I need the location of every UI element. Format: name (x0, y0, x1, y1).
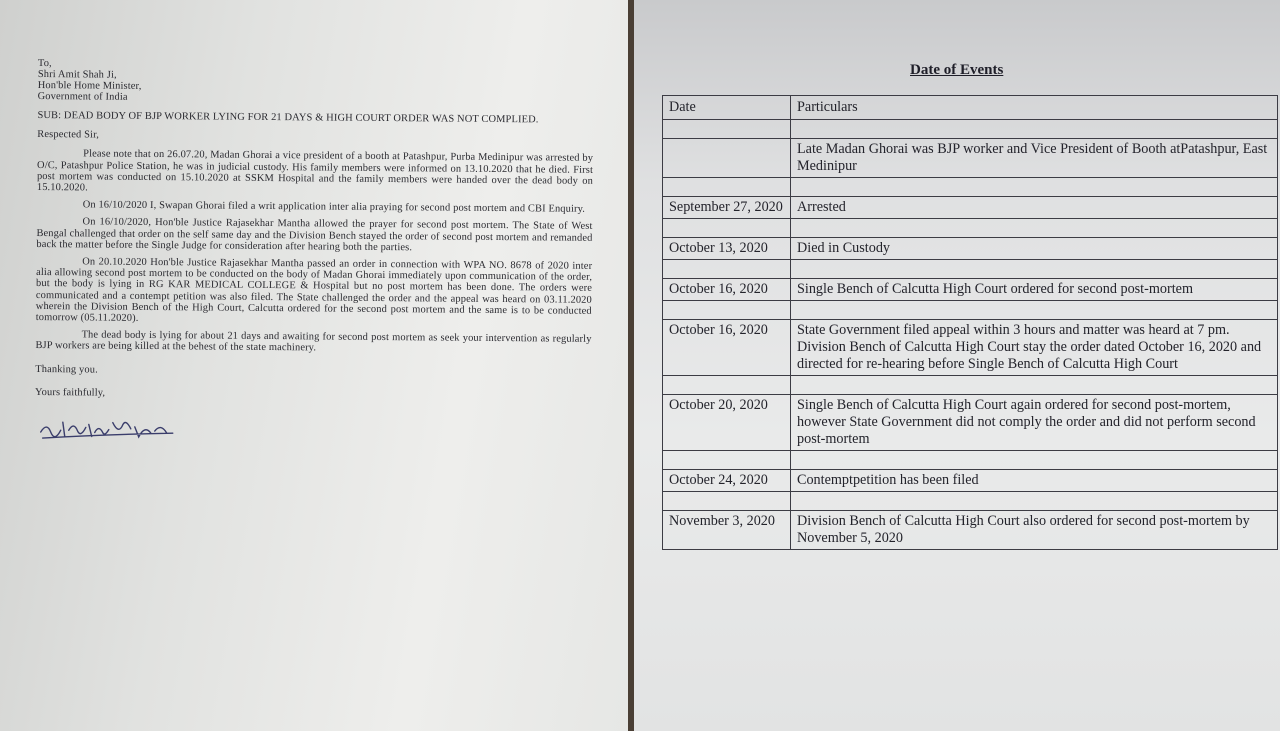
date-cell: September 27, 2020 (663, 197, 791, 219)
spacer-row (663, 120, 1278, 139)
handwritten-signature (35, 412, 185, 443)
particulars-cell: Contemptpetition has been filed (791, 470, 1278, 492)
particulars-cell: Division Bench of Calcutta High Court also ordered for second post-mortem by November 5, 2020 (791, 511, 1278, 550)
date-cell: October 16, 2020 (663, 320, 791, 376)
particulars-cell: Single Bench of Calcutta High Court ordered for second post-mortem (791, 279, 1278, 301)
spacer-row (663, 219, 1278, 238)
paragraph: On 16/10/2020 I, Swapan Ghorai filed a writ application inter alia praying for second post mortem and CBI Enquiry. (82, 199, 586, 215)
table-row (663, 470, 1278, 492)
date-cell: October 20, 2020 (663, 395, 791, 451)
address-line: Hon'ble Home Minister, (37, 79, 142, 92)
date-cell: October 24, 2020 (663, 470, 791, 492)
letter-page (0, 0, 628, 731)
particulars-cell: Arrested (791, 197, 1278, 219)
events-title: Date of Events (910, 62, 1004, 78)
date-cell (663, 139, 791, 178)
paragraph: The dead body is lying for about 21 days and awaiting for second post mortem as seek your intervention as regularly BJP workers are being killed at the behest of the state machinery. (35, 329, 592, 354)
paragraph: On 16/10/2020, Hon'ble Justice Rajasekhar Mantha allowed the prayer for second post mortem. The State of West Bengal challenged that order on the self same day and the Division Bench stayed the order of second post mortem and remanded back the matter before the Single Judge for consideration after hearing both the parties. (36, 216, 593, 254)
salutation: Respected Sir, (37, 129, 100, 141)
table-row (663, 139, 1278, 178)
events-page (634, 0, 1280, 731)
table-row (663, 395, 1278, 451)
table-row (663, 511, 1278, 550)
recipient-address (38, 58, 594, 107)
spacer-row (663, 492, 1278, 511)
thanks-line: Thanking you. (35, 363, 98, 376)
paragraph: Please note that on 26.07.20, Madan Ghorai a vice president of a booth at Patashpur, Purba Medinipur was arrested by O/C, Patashpur Police Station, he was in judicial custody. His family members were informed on 13.10.2020 that he died. First post mortem was conducted on 15.10.2020 at SSKM Hospital and the family members were handed over the dead body on 15.10.2020. (36, 148, 594, 194)
date-cell: October 16, 2020 (663, 279, 791, 301)
paragraph: On 20.10.2020 Hon'ble Justice Rajasekhar Mantha passed an order in connection with WPA NO. 8678 of 2020 inter alia allowing second post mortem to be conducted on the body of Madan Ghorai immediately upon communication of the order, but the body is lying in RG KAR MEDICAL COLLEGE & Hospital but no post mortem has been done. The orders were communicated and a contempt petition was also filed. The State challenged the order and the appeal was heard on 03.11.2020 wherein the Division Bench of the High Court, Calcutta ordered for the second post mortem and the same is to be conducted tomorrow (05.11.2020). (35, 256, 593, 324)
table-row (663, 279, 1278, 301)
particulars-cell: Single Bench of Calcutta High Court again ordered for second post-mortem, however State Government did not comply the order and did not perform second post-mortem (791, 395, 1278, 451)
particulars-column-header: Particulars (791, 96, 1278, 120)
date-cell: October 13, 2020 (663, 238, 791, 260)
address-line: Shri Amit Shah Ji, (37, 68, 117, 81)
events-table (662, 95, 1278, 550)
table-row (663, 197, 1278, 219)
address-line: To, (37, 58, 52, 70)
letter-body (35, 58, 594, 450)
date-column-header: Date (663, 96, 791, 120)
spacer-row (663, 301, 1278, 320)
spacer-row (663, 260, 1278, 279)
address-line: Government of India (37, 90, 128, 103)
particulars-cell: Late Madan Ghorai was BJP worker and Vice President of Booth atPatashpur, East Medinipur (791, 139, 1278, 178)
letter-subject: SUB: DEAD BODY OF BJP WORKER LYING FOR 21 DAYS & HIGH COURT ORDER WAS NOT COMPLIED. (37, 109, 539, 126)
particulars-cell: Died in Custody (791, 238, 1278, 260)
table-header-row (663, 96, 1278, 120)
table-row (663, 238, 1278, 260)
particulars-cell: State Government filed appeal within 3 hours and matter was heard at 7 pm. Division Bench of Calcutta High Court stay the order dated October 16, 2020 and directed for re-hearing before Single Bench of Calcutta High Court (791, 320, 1278, 376)
spacer-row (663, 178, 1278, 197)
spacer-row (663, 376, 1278, 395)
date-cell: November 3, 2020 (663, 511, 791, 550)
signoff: Yours faithfully, (35, 386, 106, 399)
table-row (663, 320, 1278, 376)
spacer-row (663, 451, 1278, 470)
